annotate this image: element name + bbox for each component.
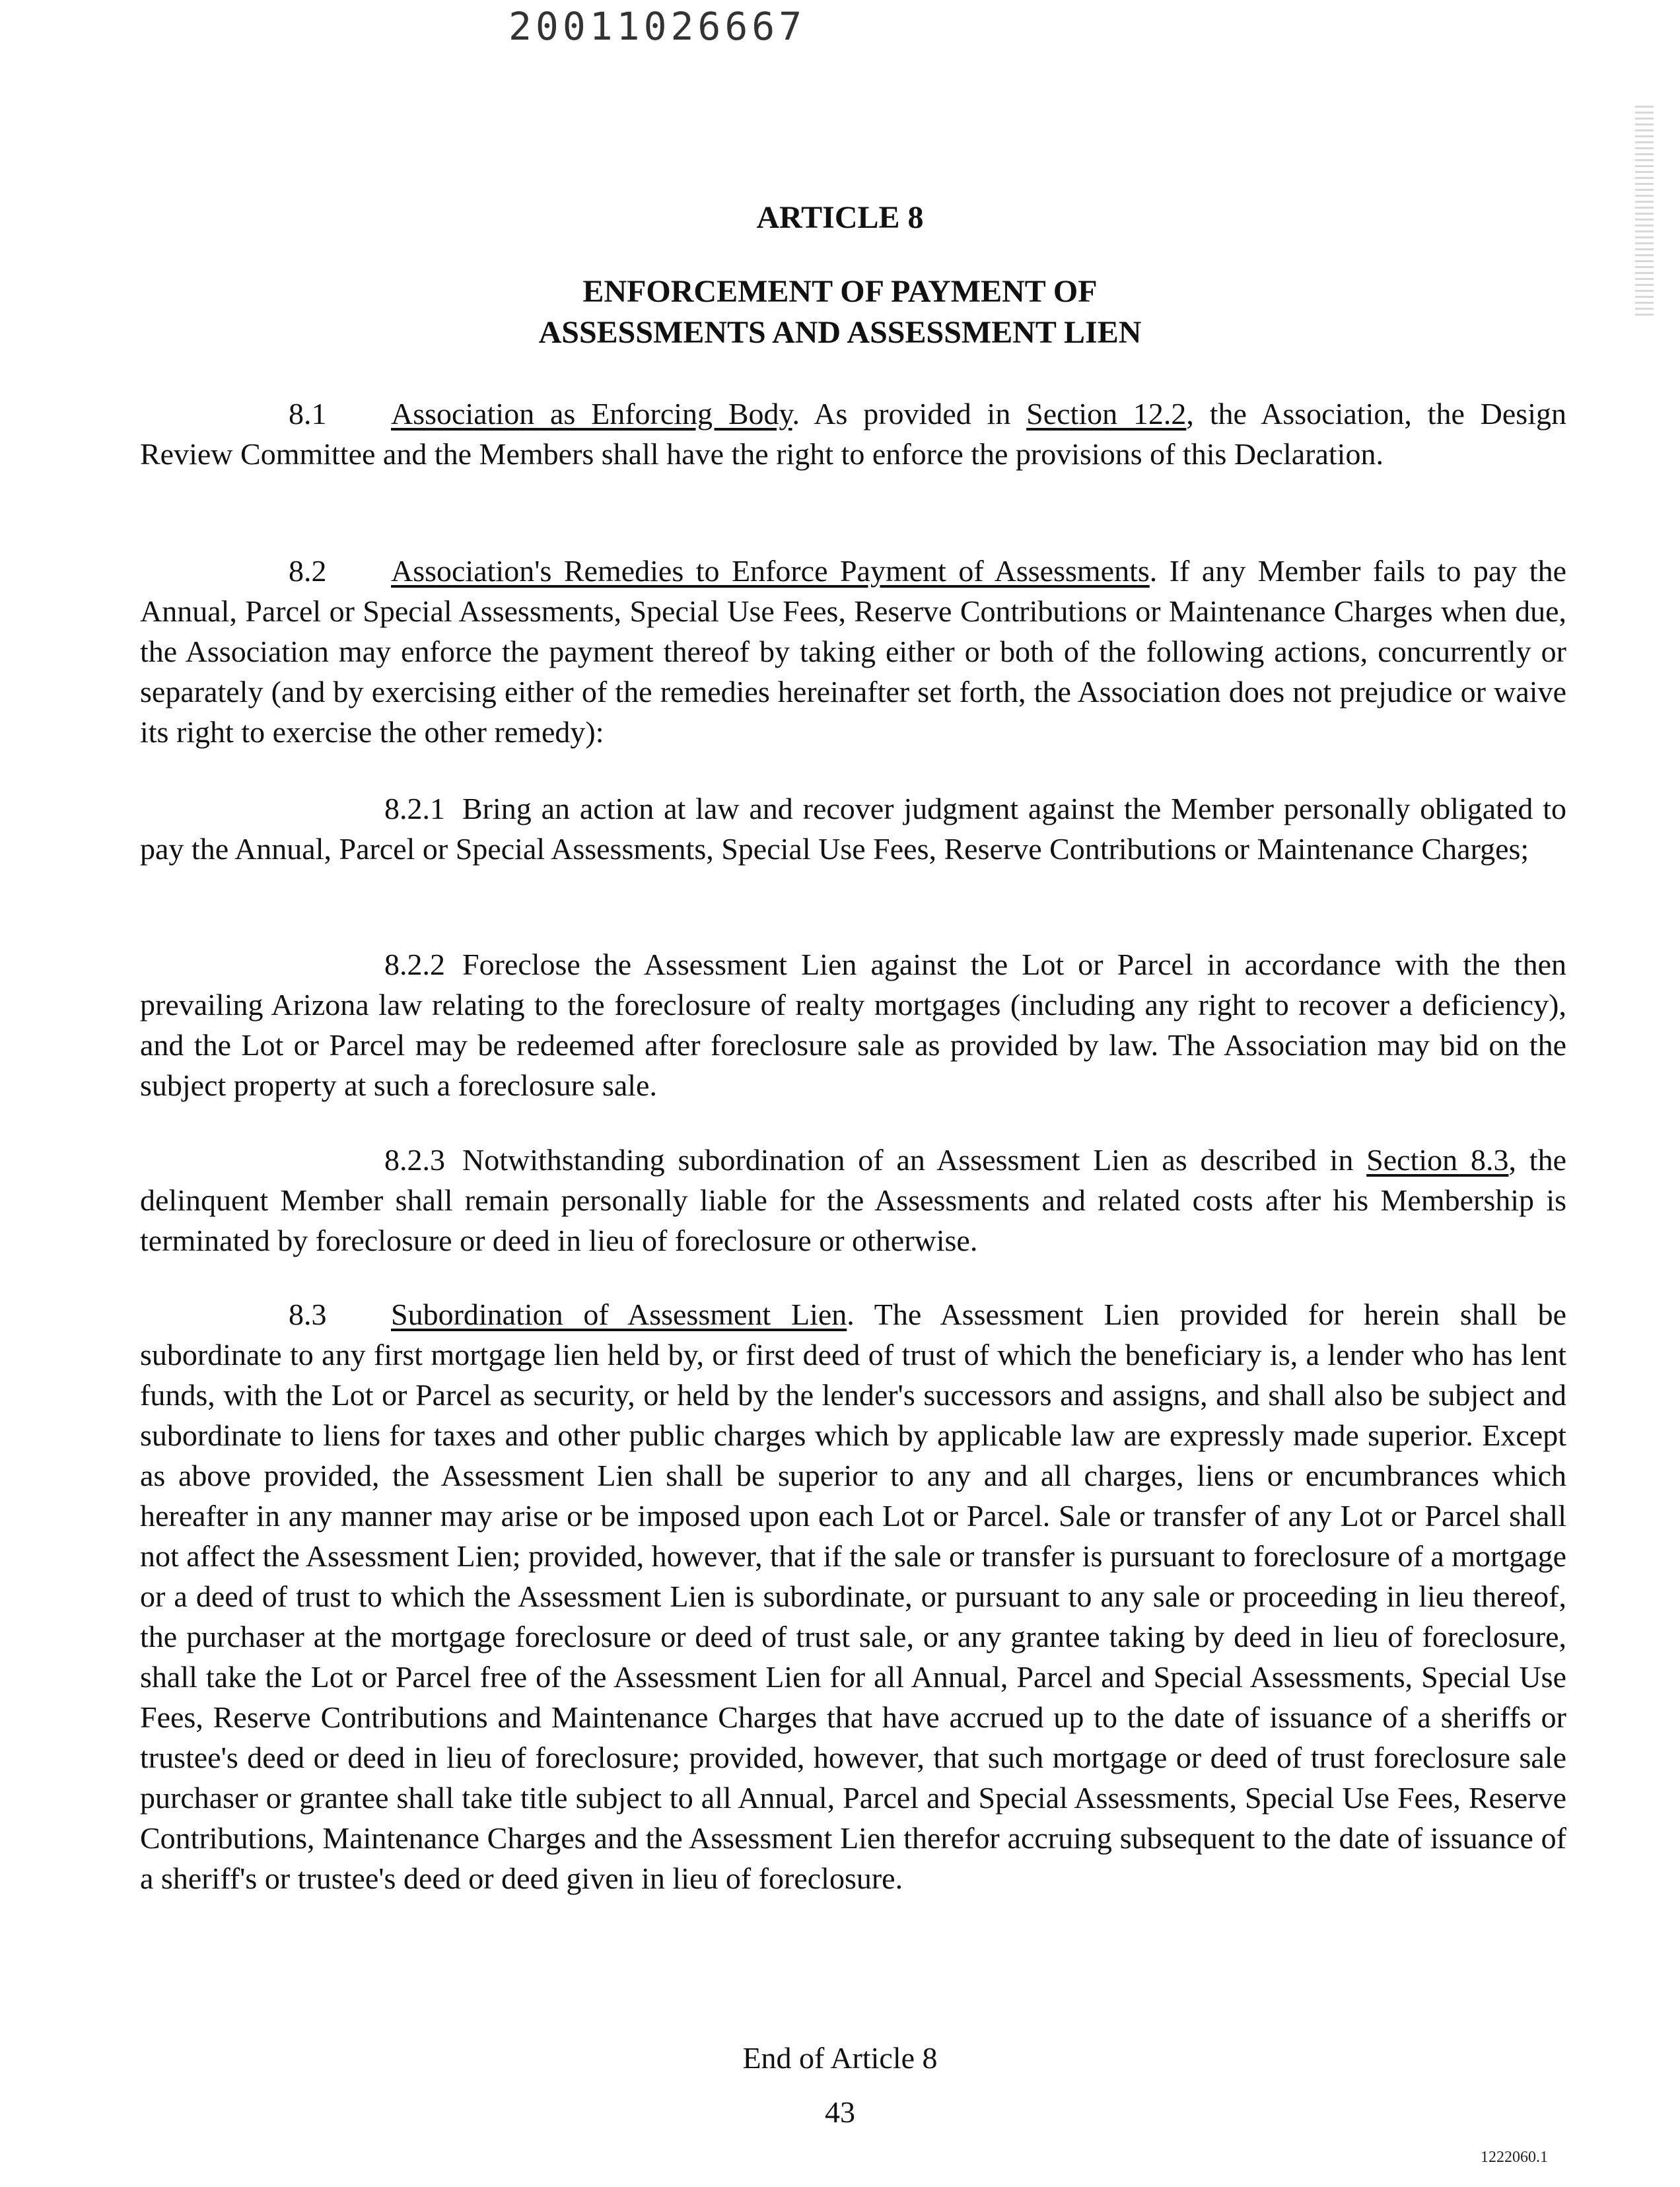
section-text: . The Assessment Lien provided for herein shall be subordinate to any first mortgage lien held by, or first deed of trust of which the beneficiary is, a lender who has lent funds, with the Lot or Parcel as security, or held by the lender's successors and assigns, and shall also be subject and subordinate to liens for taxes and other public charges which by applicable law are expressly made superior. Except as above provided, the Assessment Lien shall be superior to any and all charges, liens or encumbrances which hereafter in any manner may arise or be imposed upon each Lot or Parcel. Sale or transfer of any Lot or Parcel shall not affect the Assessment Lien; provided, however, that if the sale or transfer is pursuant to foreclosure of a mortgage or a deed of trust to which the Assessment Lien is subordinate, or pursuant to any sale or proceeding in lieu thereof, the purchaser at the mortgage foreclosure or deed of trust sale, or any grantee taking by deed in lieu of foreclosure, shall take the Lot or Parcel free of the Assessment Lien for all Annual, Parcel and Special Assessments, Special Use Fees, Reserve Contributions and Maintenance Charges that have accrued up to the date of issuance of a sheriffs or trustee's deed or deed in lieu of foreclosure; provided, however, that such mortgage or deed of trust foreclosure sale purchaser or grantee shall take title subject to all Annual, Parcel and Special Assessments, Special Use Fees, Reserve Contributions, Maintenance Charges and the Assessment Lien therefor accruing subsequent to the date of issuance of a sheriff's or trustee's deed or deed given in lieu of foreclosure. bbox=[140, 1298, 1566, 1895]
record-number: 20011026667 bbox=[508, 4, 806, 49]
section-number: 8.2.2 bbox=[384, 948, 445, 981]
section-number: 8.2.1 bbox=[384, 792, 445, 825]
section-text: , the delinquent Member shall remain personally liable for the Assessments and related costs after his Membership is terminated by foreclosure or deed in lieu of foreclosure or otherwise. bbox=[140, 1143, 1566, 1257]
section-8-1 bbox=[140, 394, 1566, 474]
end-of-article: End of Article 8 bbox=[742, 2041, 938, 2075]
section-8-3 bbox=[140, 1294, 1566, 1898]
section-8-2-1 bbox=[140, 788, 1566, 869]
document-id: 1222060.1 bbox=[1481, 2149, 1548, 2166]
section-8-2-2 bbox=[140, 944, 1566, 1105]
page-number: 43 bbox=[825, 2095, 855, 2129]
section-number: 8.2 bbox=[289, 554, 327, 588]
section-text: Foreclose the Assessment Lien against the Lot or Parcel in accordance with the then prevailing Arizona law relating to the foreclosure of realty mortgages (including any right to recover a deficiency), and the Lot or Parcel may be redeemed after foreclosure sale as provided by law. The Association may bid on the subject property at such a foreclosure sale. bbox=[140, 948, 1566, 1102]
article-subtitle-line1: ENFORCEMENT OF PAYMENT OF bbox=[582, 274, 1098, 309]
section-text: . If any Member fails to pay the Annual, Parcel or Special Assessments, Special Use Fees, Reserve Contributions or Maintenance Charges when due, the Association may enforce the payment thereof by taking either or both of the following actions, concurrently or separately (and by exercising either of the remedies hereinafter set forth, the Association does not prejudice or waive its right to exercise the other remedy): bbox=[140, 554, 1566, 749]
section-text: Bring an action at law and recover judgment against the Member personally obligated to pay the Annual, Parcel or Special Assessments, Special Use Fees, Reserve Contributions or Maintenance Charges; bbox=[140, 792, 1566, 866]
section-number: 8.1 bbox=[289, 397, 327, 431]
section-number: 8.2.3 bbox=[384, 1143, 445, 1177]
section-text: . As provided in bbox=[792, 397, 1027, 431]
section-8-2 bbox=[140, 551, 1566, 752]
section-number: 8.3 bbox=[289, 1298, 327, 1331]
section-8-2-3 bbox=[140, 1140, 1566, 1261]
section-heading: Association's Remedies to Enforce Payment of Assessments bbox=[391, 554, 1150, 588]
section-cross-reference: Section 12.2 bbox=[1026, 397, 1187, 431]
section-heading: Association as Enforcing Body bbox=[391, 397, 792, 431]
article-subtitle-line2: ASSESSMENTS AND ASSESSMENT LIEN bbox=[538, 315, 1142, 350]
article-title: ARTICLE 8 bbox=[756, 200, 924, 235]
section-text: Notwithstanding subordination of an Assessment Lien as described in bbox=[462, 1143, 1367, 1177]
section-heading: Subordination of Assessment Lien bbox=[391, 1298, 847, 1331]
section-cross-reference: Section 8.3 bbox=[1366, 1143, 1509, 1177]
section-text: , the Association, the Design Review Committee and the Members shall have the right to enforce the provisions of this Declaration. bbox=[140, 397, 1566, 471]
